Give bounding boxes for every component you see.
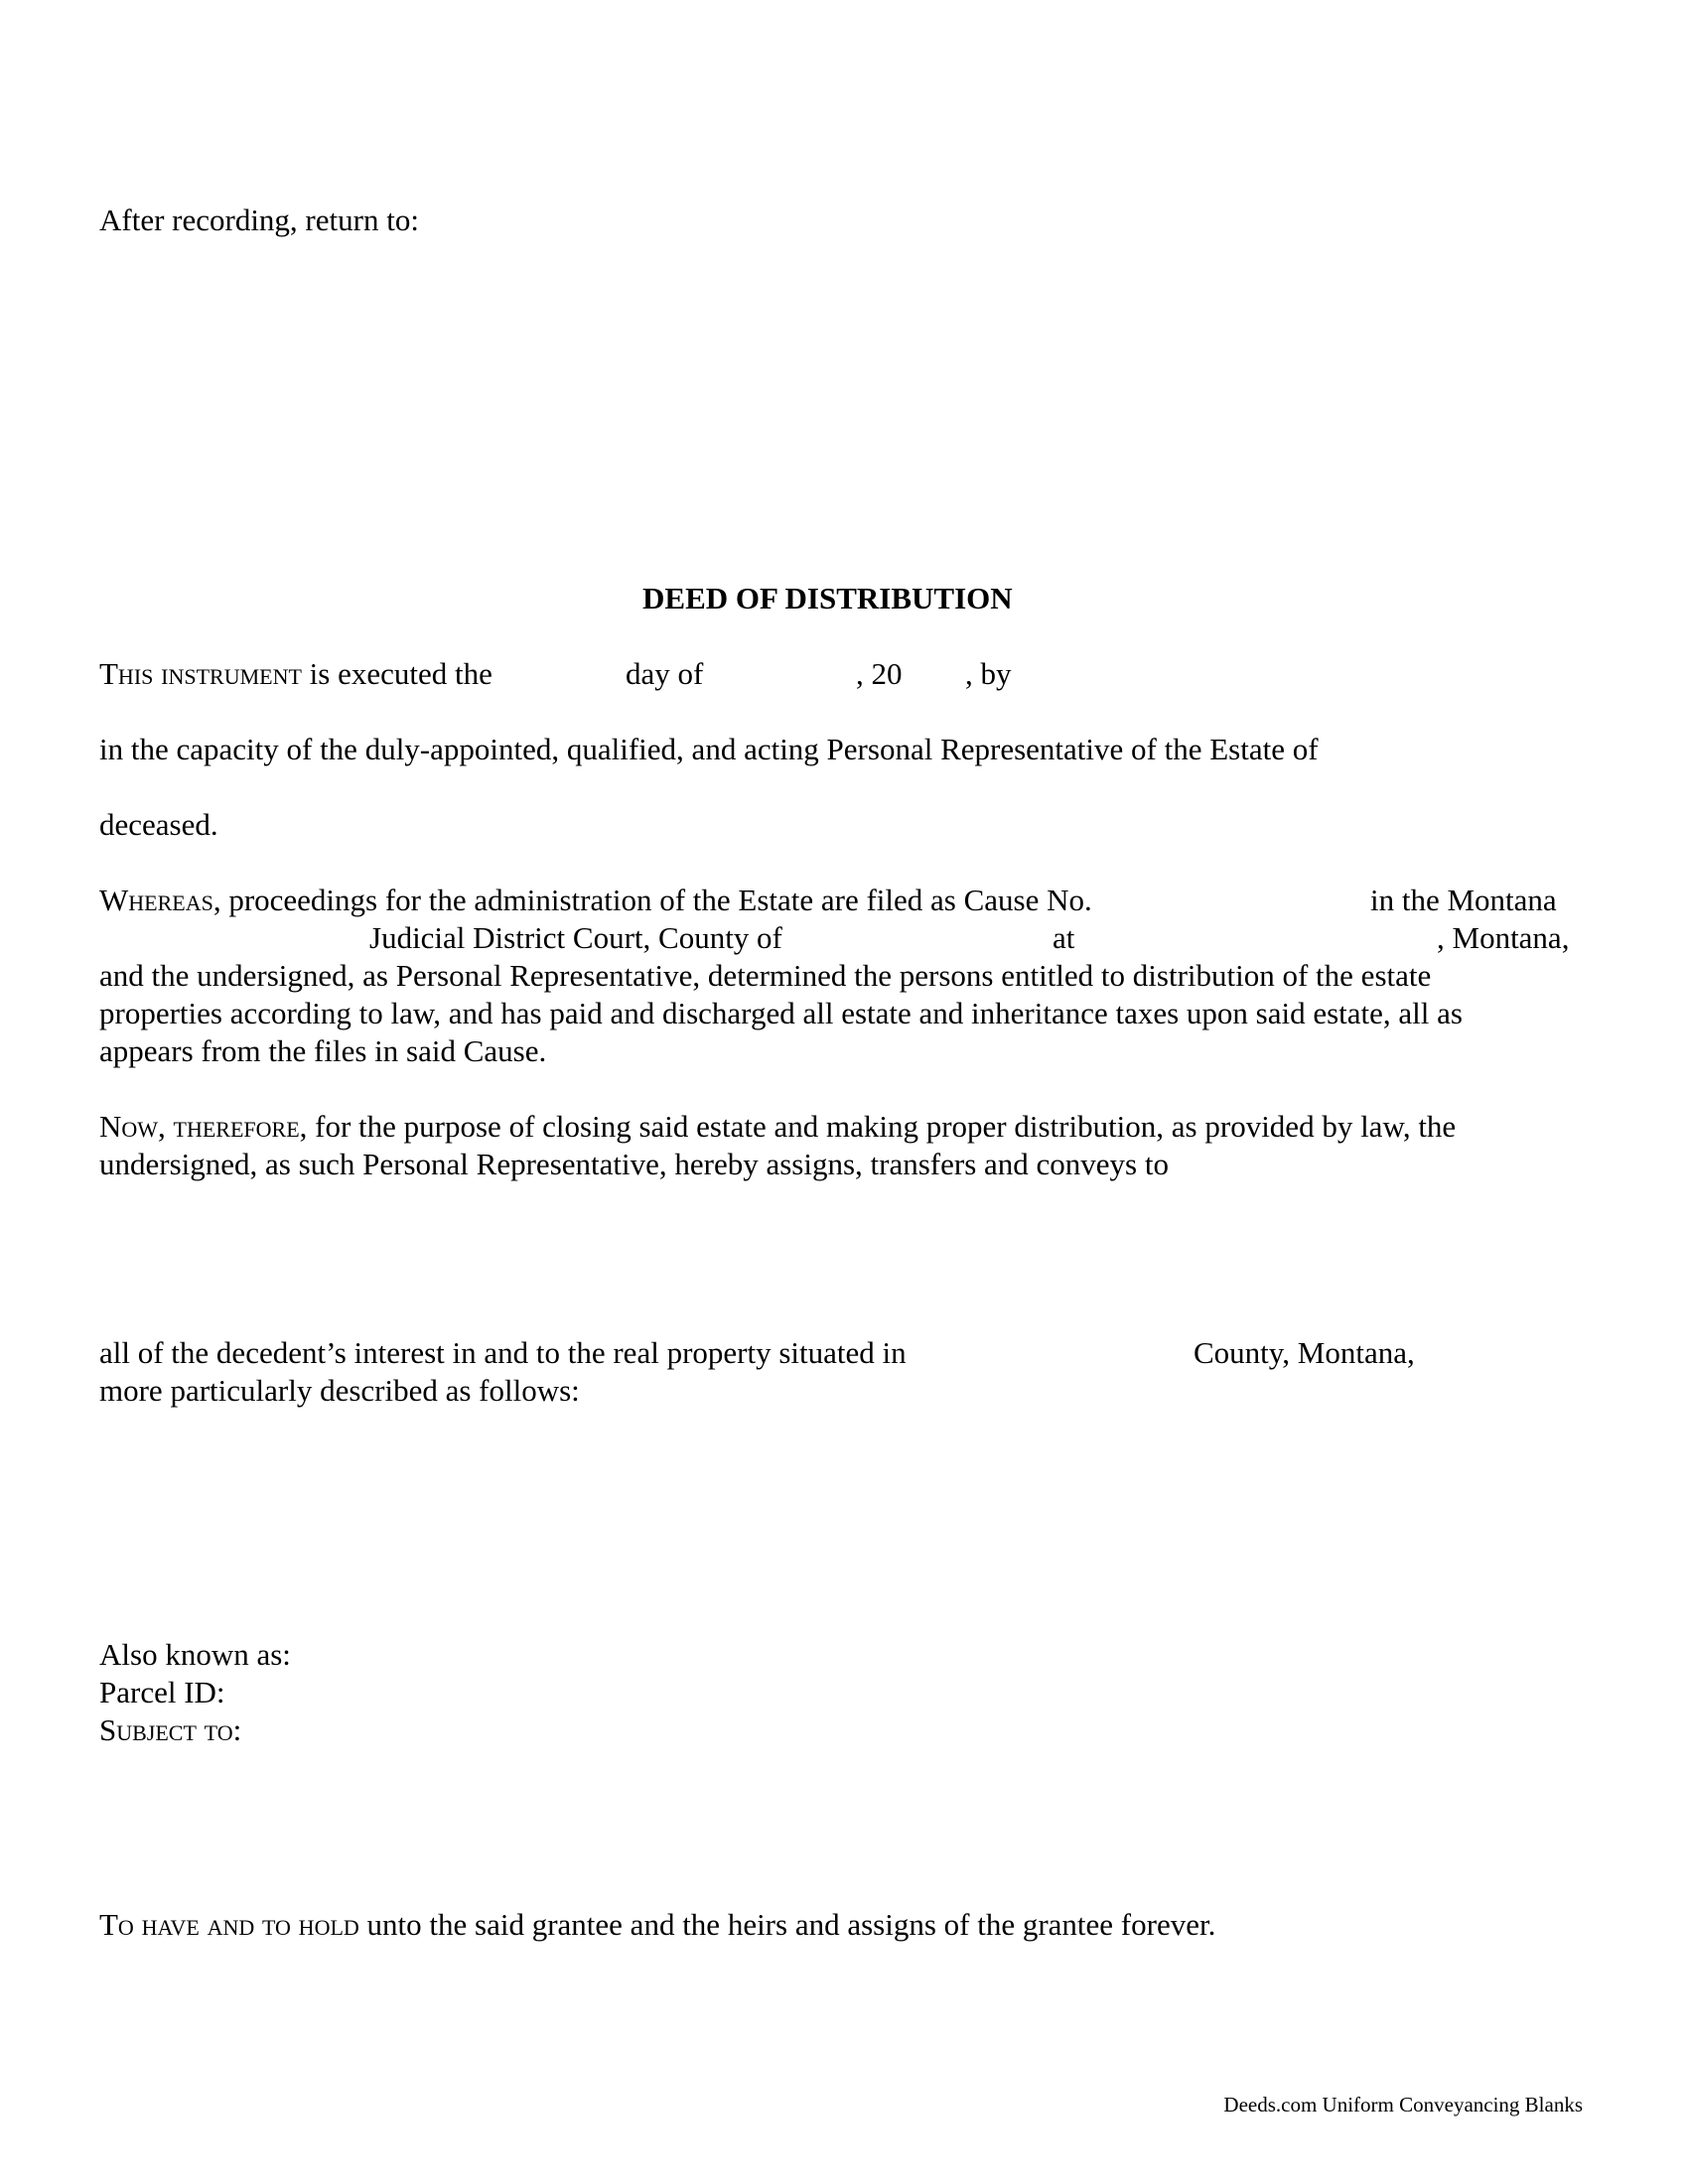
intro-day-of: day of [626,656,704,691]
whereas-in-the-montana: in the Montana [1370,883,1557,917]
intro-executed-the: is executed the [309,656,492,691]
whereas-line-1-text: proceedings for the administration of the Estate are filed as Cause No. [228,883,1092,917]
capacity-line: in the capacity of the duly-appointed, qualified, and acting Personal Representative of the Estate of [99,732,1319,766]
property-line-2: more particularly described as follows: [99,1373,580,1408]
now-therefore-line-1-text: for the purpose of closing said estate and making proper distribution, as provided by law, the [315,1109,1457,1144]
habendum-line [99,1906,1215,1944]
whereas-line-1 [99,882,1092,919]
whereas-line-4: properties according to law, and has paid and discharged all estate and inheritance taxes upon said estate, all as [99,996,1463,1030]
intro-by: , by [965,656,1012,691]
intro-line [99,655,492,693]
whereas-lead: Whereas, [99,883,221,917]
whereas-line-5: appears from the files in said Cause. [99,1033,547,1068]
deceased-line: deceased. [99,807,218,842]
document-title: DEED OF DISTRIBUTION [642,581,1013,615]
subject-to-label: Subject to: [99,1712,242,1747]
now-therefore-line-1 [99,1108,1456,1146]
habendum-lead: To have and to hold [99,1907,359,1942]
now-therefore-line-2: undersigned, as such Personal Representative, hereby assigns, transfers and conveys to [99,1147,1169,1181]
habendum-text: unto the said grantee and the heirs and assigns of the grantee forever. [366,1907,1216,1942]
now-therefore-lead: Now, therefore, [99,1109,308,1144]
whereas-at: at [1053,920,1075,955]
return-to-label: After recording, return to: [99,203,419,237]
intro-lead: This instrument [99,656,302,691]
whereas-judicial-district: Judicial District Court, County of [369,920,782,955]
intro-year: , 20 [856,656,903,691]
property-county-montana: County, Montana, [1194,1335,1415,1370]
whereas-line-3: and the undersigned, as Personal Representative, determined the persons entitled to distribution of the estate [99,958,1432,993]
footer-brand: Deeds.com Uniform Conveyancing Blanks [1223,2093,1583,2116]
property-line-1: all of the decedent’s interest in and to the real property situated in [99,1335,907,1370]
parcel-id-label: Parcel ID: [99,1675,225,1709]
also-known-as-label: Also known as: [99,1637,291,1672]
whereas-montana: , Montana, [1437,920,1570,955]
